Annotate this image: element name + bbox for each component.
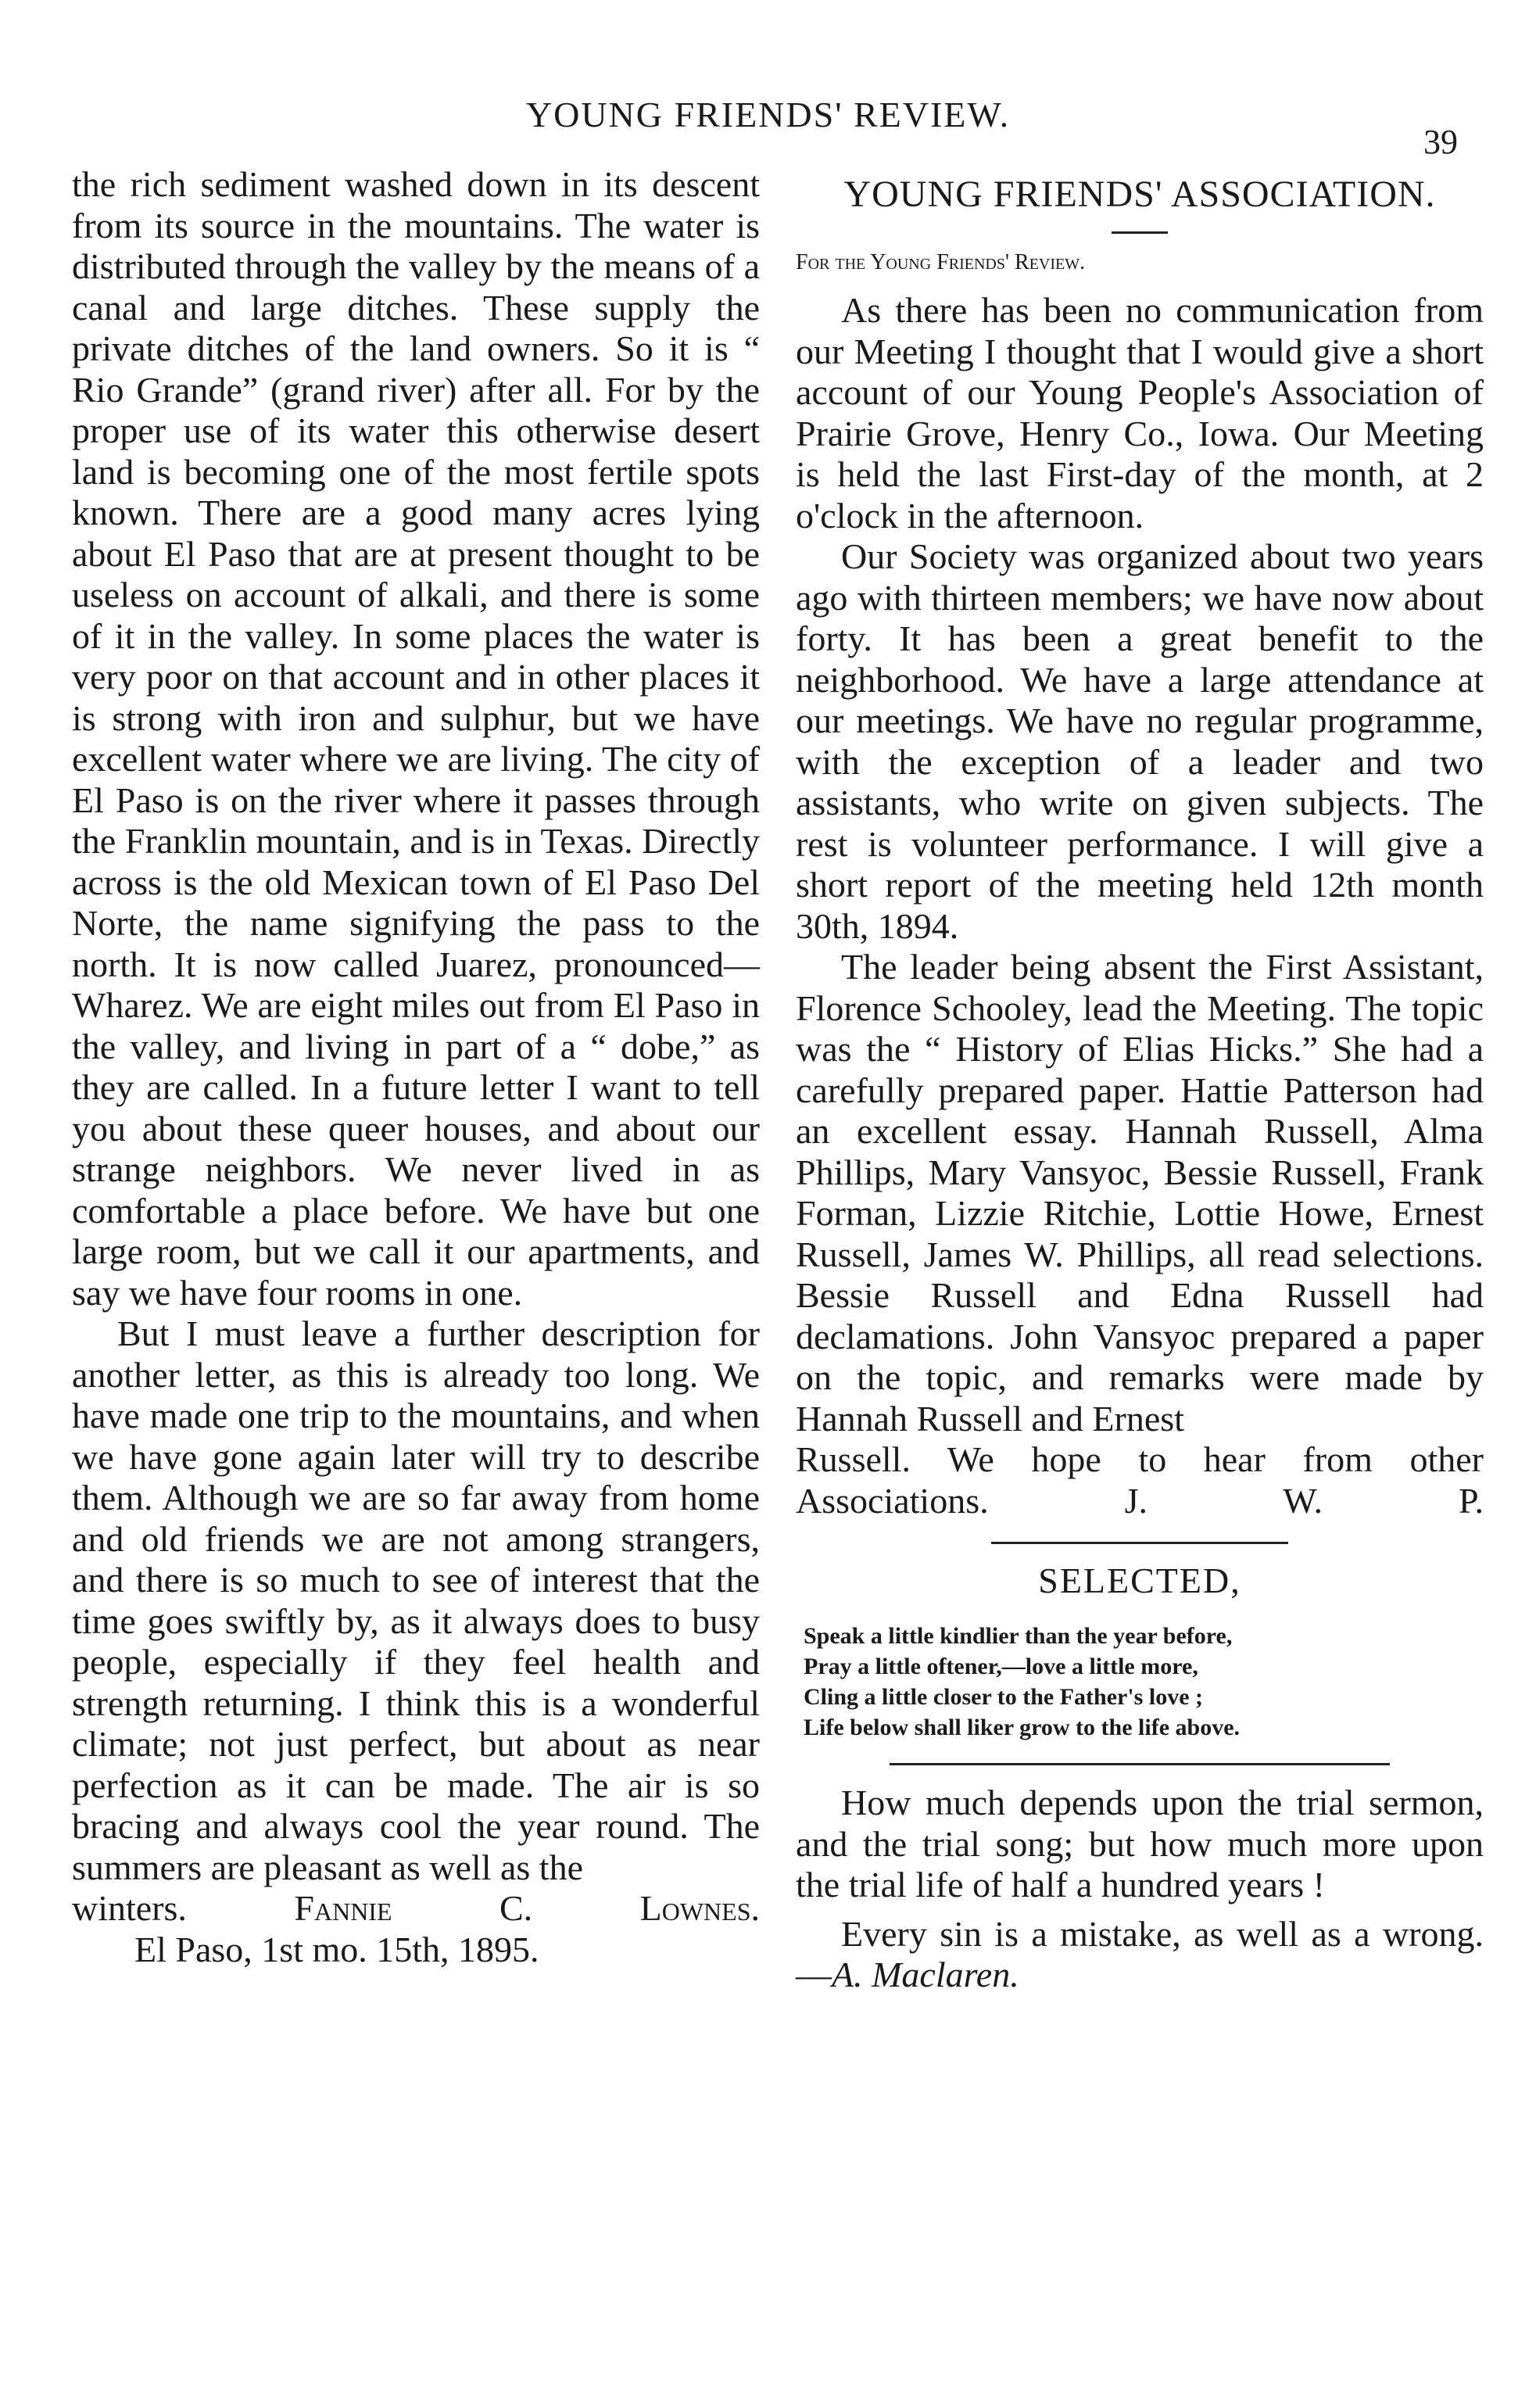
running-title: YOUNG FRIENDS' REVIEW. bbox=[525, 95, 1011, 134]
association-paragraph-3-text: The leader being absent the First Assistant, Florence Schooley, lead the Meeting. The topic was the “ History of Elias Hicks.” She had a carefully prepared paper. Hattie Patterson had an excellent essay. Hannah Russell, Alma Phillips, Mary Vansyoc, Bessie Russell, Frank Forman, Lizzie Ritchie, Lottie Howe, Ernest Russell, James W. Phillips, all read selections. Bessie Russell and Edna Russell had declamations. John Vansyoc prepared a paper on the topic, and remarks were made by Hannah Russell and Ernest bbox=[796, 947, 1484, 1439]
poem-divider bbox=[890, 1763, 1390, 1765]
letter-paragraph-1: the rich sediment washed down in its descent from its source in the mountains. The water is distributed through the valley by the means of a canal and large ditches. These supply the private ditches of the land owners. So it is “ Rio Grande” (grand river) after all. For by the proper use of its water this otherwise desert land is becoming one of the most fertile spots known. There are a good many acres lying about El Paso that are at present thought to be useless on account of alkali, and there is some of it in the valley. In some places the water is very poor on that account and in other places it is strong with iron and sulphur, but we have excellent water where we are living. The city of El Paso is on the river where it passes through the Franklin mountain, and is in Texas. Directly across is the old Mexican town of El Paso Del Norte, the name signifying the pass to the north. It is now called Juarez, pronounced—Wharez. We are eight miles out from El Paso in the valley, and living in part of a “ dobe,” as they are called. In a future letter I want to tell you about these queer houses, and about our strange neighbors. We never lived in as comfortable a place before. We have but one large room, but we call it our apartments, and say we have four rooms in one. bbox=[72, 164, 760, 1313]
association-paragraph-3 bbox=[796, 947, 1484, 1439]
association-initials: J. W. P. bbox=[1124, 1480, 1484, 1521]
poem-line: Cling a little closer to the Father's love ; bbox=[804, 1684, 1203, 1710]
maclaren-quote: Every sin is a mistake, as well as a wrong.— bbox=[796, 1913, 1484, 1994]
association-paragraph-2: Our Society was organized about two years ago with thirteen members; we have now about forty. It has been a great benefit to the neighborhood. We have a large attendance at our meetings. We have no regular programme, with the exception of a leader and two assistants, who write on given subjects. The rest is volunteer performance. I will give a short report of the meeting held 12th month 30th, 1894. bbox=[796, 536, 1484, 946]
left-column bbox=[72, 164, 760, 1970]
poem-line: Pray a little oftener,—love a little more, bbox=[804, 1654, 1198, 1679]
page-number: 39 bbox=[1423, 123, 1458, 161]
association-last-words: Russell. We hope to hear from other Associations. bbox=[796, 1439, 1484, 1521]
article-byline: For the Young Friends' Review. bbox=[796, 250, 1086, 274]
right-column bbox=[796, 164, 1484, 1996]
section-divider bbox=[991, 1542, 1288, 1544]
poem-line: Life below shall liker grow to the life above. bbox=[804, 1715, 1241, 1740]
title-divider bbox=[1112, 231, 1168, 234]
selected-heading: SELECTED, bbox=[1038, 1561, 1241, 1600]
letter-paragraph-2-text: But I must leave a further description for another letter, as this is already too long. We have made one trip to the mountains, and when we have gone again later will try to describe them. Although we are so far away from home and old friends we are not among strangers, and there is so much to see of interest that the time goes swiftly by, as it always does to busy people, especially if they feel health and strength returning. I think this is a wonderful climate; not just perfect, but about as near perfection as it can be made. The air is so bracing and always cool the year round. The summers are pleasant as well as the bbox=[72, 1313, 760, 1887]
page-header bbox=[0, 94, 1536, 161]
letter-signature: Fannie C. Lownes. bbox=[294, 1888, 760, 1928]
poem-line: Speak a little kindlier than the year before, bbox=[804, 1623, 1233, 1649]
letter-paragraph-2 bbox=[72, 1313, 760, 1888]
article-title: YOUNG FRIENDS' ASSOCIATION. bbox=[843, 174, 1436, 215]
letter-last-words: winters. bbox=[72, 1888, 187, 1928]
maclaren-author: A. Maclaren. bbox=[832, 1955, 1019, 1994]
trial-paragraph: How much depends upon the trial sermon, and the trial song; but how much more upon the trial life of half a hundred years ! bbox=[796, 1783, 1484, 1905]
poem bbox=[804, 1621, 1484, 1743]
maclaren-paragraph bbox=[796, 1914, 1484, 1996]
letter-dateline: El Paso, 1st mo. 15th, 1895. bbox=[134, 1929, 539, 1969]
spacer bbox=[796, 1906, 1484, 1914]
letter-signature-line bbox=[72, 1888, 760, 1930]
association-signoff-line bbox=[796, 1439, 1484, 1521]
association-paragraph-1: As there has been no communication from our Meeting I thought that I would give a short account of our Young People's Association of Prairie Grove, Henry Co., Iowa. Our Meeting is held the last First-day of the month, at 2 o'clock in the afternoon. bbox=[796, 290, 1484, 536]
